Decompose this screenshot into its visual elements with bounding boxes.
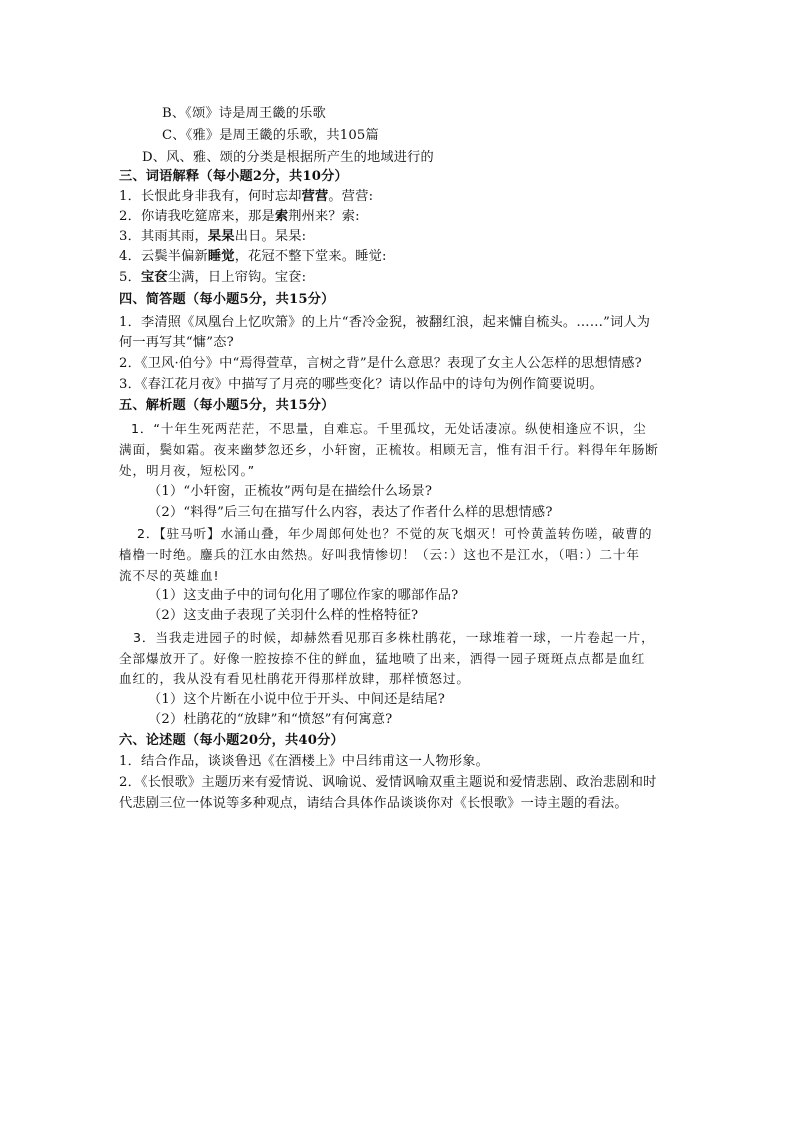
passage-3-line-3: 血红的，我从没有看见杜鹃花开得那样放肆，那样愤怒过。 [119, 671, 470, 686]
term-highlight: 杲杲 [207, 229, 235, 244]
term-item-2 [119, 207, 360, 227]
section-6-heading: 六、论述题（每小题20分，共40分） [119, 733, 344, 748]
passage-2-line-1: 2．【驻马听】水涌山叠，年少周郎何处也？不觉的灰飞烟灭！可怜黄盖转伤嗟，破曹的 [137, 526, 653, 541]
essay-question-2-line-1: 2．《长恨歌》主题历来有爱情说、讽喻说、爱情讽喻双重主题说和爱情悲剧、政治悲剧和时 [119, 775, 657, 790]
passage-2-question-2: （2）这支曲子表现了关羽什么样的性格特征? [148, 608, 419, 623]
short-answer-2: 2．《卫风·伯兮》中“焉得萱草，言树之背”是什么意思？表现了女主人公怎样的思想情感? [119, 356, 642, 371]
term-item-text: 1．长恨此身非我有，何时忘却 [119, 189, 302, 204]
option-b: B、《颂》诗是周王畿的乐歌 [162, 106, 326, 121]
short-answer-3: 3．《春江花月夜》中描写了月亮的哪些变化？请以作品中的诗句为例作简要说明。 [119, 377, 603, 392]
term-item-5 [119, 268, 306, 288]
term-highlight: 索 [274, 209, 289, 224]
essay-question-1: 1．结合作品，谈谈鲁迅《在酒楼上》中吕纬甫这一人物形象。 [119, 754, 490, 769]
passage-3-question-2: （2）杜鹃花的“放肆”和“愤怒”有何寓意? [148, 712, 393, 727]
short-answer-1-line-2: 何一再写其“慵”态? [119, 335, 234, 350]
term-highlight: 睡觉 [207, 249, 235, 264]
short-answer-1-line-1: 1．李清照《凤凰台上忆吹箫》的上片“香冷金猊，被翻红浪，起来慵自梳头。……”词人为 [119, 315, 651, 330]
term-item-text: ，花冠不整下堂来。睡觉: [234, 249, 387, 264]
passage-1-line-2: 满面，鬓如霜。夜来幽梦忽还乡，小轩窗，正梳妆。相顾无言，惟有泪千行。料得年年肠断 [119, 442, 659, 457]
term-item-text: 3．其雨其雨， [119, 229, 208, 244]
passage-1-question-1: （1）“小轩窗，正梳妆”两句是在描绘什么场景? [148, 484, 433, 499]
passage-3-line-1: 3．当我走进园子的时候，却赫然看见那百多株杜鹃花，一球堆着一球，一片卷起一片， [133, 630, 655, 645]
section-4-heading: 四、简答题（每小题5分，共15分） [119, 292, 335, 307]
passage-3-line-2: 全部爆放开了。好像一腔按捺不住的鲜血，猛地喷了出来，洒得一园子斑斑点点都是血红 [119, 651, 646, 666]
passage-3-question-1: （1）这个片断在小说中位于开头、中间还是结尾? [148, 692, 445, 707]
section-5-heading: 五、解析题（每小题5分，共15分） [119, 398, 335, 413]
section-3-heading: 三、词语解释（每小题2分，共10分） [119, 169, 348, 184]
passage-2-question-1: （1）这支曲子中的词句化用了哪位作家的哪部作品? [148, 588, 459, 603]
passage-2-line-3: 流不尽的英雄血! [119, 568, 220, 583]
term-item-text: 。营营: [328, 189, 374, 204]
passage-1-line-3: 处，明月夜，短松冈。” [119, 463, 256, 478]
passage-1-line-1: 1．“十年生死两茫茫，不思量，自难忘。千里孤坟，无处话凄凉。纵使相逢应不识，尘 [131, 421, 647, 436]
term-item-3 [119, 227, 306, 247]
option-c: C、《雅》是周王畿的乐歌，共105篇 [162, 128, 379, 143]
essay-question-2-line-2: 代悲剧三位一体说等多种观点，请结合具体作品谈谈你对《长恨歌》一诗主题的看法。 [119, 796, 628, 811]
term-item-text: 5． [119, 270, 141, 285]
passage-2-line-2: 樯橹一时绝。鏖兵的江水由然热。好叫我情惨切！（云：）这也不是江水，（唱：）二十年 [119, 547, 640, 562]
term-item-text: 2．你请我吃筵席来，那是 [119, 209, 275, 224]
option-d: D、风、雅、颂的分类是根据所产生的地域进行的 [142, 150, 434, 165]
passage-1-question-2: （2）“料得”后三句在描写什么内容，表达了作者什么样的思想情感? [148, 505, 553, 520]
term-item-text: 出日。杲杲: [234, 229, 307, 244]
term-item-text: 尘满，日上帘钩。宝奁: [167, 270, 307, 285]
term-highlight: 宝奁 [140, 270, 168, 285]
term-highlight: 营营 [301, 189, 329, 204]
term-item-text: 4．云鬓半偏新 [119, 249, 208, 264]
term-item-4 [119, 247, 387, 267]
term-item-text: 荆州来？索: [288, 209, 360, 224]
term-item-1 [119, 187, 373, 207]
